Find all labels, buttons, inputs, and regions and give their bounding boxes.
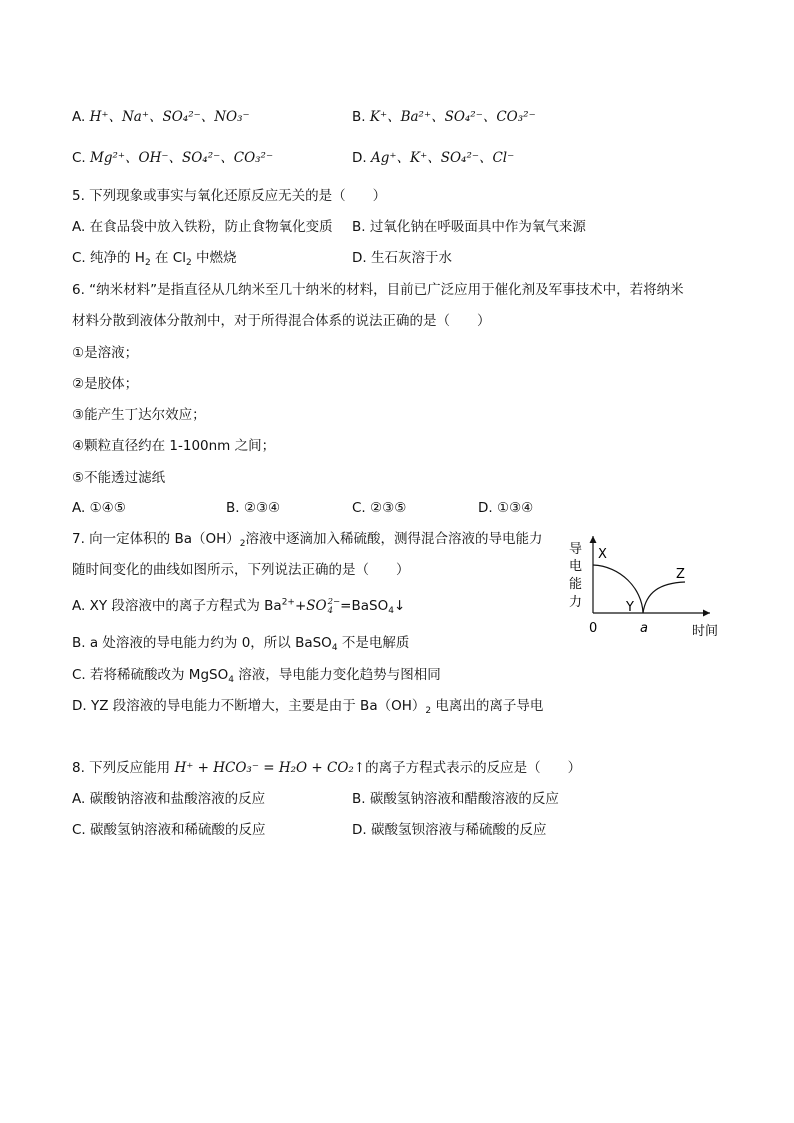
option-label: C.: [72, 150, 86, 166]
q7-option-b: [72, 634, 409, 654]
point-z-label: Z: [676, 567, 685, 582]
q7-option-b-pre: B. a 处溶液的导电能力约为 0，所以 BaSO: [72, 635, 332, 651]
option-label: B.: [352, 109, 366, 125]
conductivity-graph: [560, 528, 730, 643]
q4-option-a: [72, 108, 250, 126]
curve-yz: [643, 582, 685, 613]
q6-statement-2: ②是胶体；: [72, 376, 139, 392]
option-label: D.: [352, 150, 367, 166]
q4-option-d-ions: Ag⁺、K⁺、SO₄²⁻、Cl⁻: [370, 150, 515, 166]
ion-subscript: 4: [327, 605, 334, 616]
q6-stem-line1: 6. “纳米材料”是指直径从几纳米至几十纳米的材料，目前已广泛应用于催化剂及军事技术中，若将纳米: [72, 282, 684, 298]
q4-option-d: [352, 149, 514, 167]
q7-option-a-pre: A. XY 段溶液中的离子方程式为 Ba: [72, 598, 282, 614]
y-axis-label-1: 导: [569, 542, 583, 557]
q5-option-c-sub2: 2: [185, 258, 192, 268]
q6-stem-line2: 材料分散到液体分散剂中，对于所得混合体系的说法正确的是（ ）: [72, 313, 491, 329]
q7-option-d: [72, 697, 543, 717]
y-axis-label-3: 能: [569, 577, 583, 592]
q4-option-b: [352, 108, 536, 126]
q7-option-b-post: 不是电解质: [337, 635, 410, 651]
q8-stem-post: 的离子方程式表示的反应是（ ）: [365, 760, 582, 776]
q8-stem: [72, 759, 581, 777]
q7-stem-line2: 随时间变化的曲线如图所示，下列说法正确的是（ ）: [72, 562, 410, 578]
q7-stem-sub: 2: [239, 539, 246, 549]
y-axis-label-2: 电: [569, 559, 583, 574]
q5-option-a: A. 在食品袋中放入铁粉，防止食物氧化变质: [72, 219, 333, 235]
q4-option-c-ions: Mg²⁺、OH⁻、SO₄²⁻、CO₃²⁻: [90, 150, 274, 166]
q5-option-c-text-post: 中燃烧: [191, 250, 237, 266]
q7-option-a-arrow: ↓: [393, 598, 406, 614]
q5-option-b: B. 过氧化钠在呼吸面具中作为氧气来源: [352, 219, 586, 235]
q5-option-c-text-mid: 在 Cl: [150, 250, 186, 266]
q8-option-c: C. 碳酸氢钠溶液和稀硫酸的反应: [72, 822, 266, 838]
q5-option-c: [72, 249, 236, 269]
q7-option-a-sup: 2+: [281, 597, 295, 608]
tick-a-label: a: [640, 621, 648, 636]
point-y-label: Y: [626, 600, 634, 615]
q7-stem-line1: [72, 530, 543, 550]
q7-option-d-post: 电离出的离子导电: [431, 698, 544, 714]
q5-option-d: D. 生石灰溶于水: [352, 250, 452, 266]
q7-option-b-sub: 4: [331, 643, 338, 653]
option-label: A.: [72, 109, 86, 125]
q7-option-c-pre: C. 若将稀硫酸改为 MgSO: [72, 667, 229, 683]
q4-option-a-ions: H⁺、Na⁺、SO₄²⁻、NO₃⁻: [89, 109, 250, 125]
q7-option-a: [72, 597, 405, 617]
q6-statement-3: ③能产生丁达尔效应；: [72, 407, 206, 423]
origin-label: 0: [589, 621, 598, 636]
point-x-label: X: [598, 547, 607, 562]
q6-statement-4: ④颗粒直径约在 1-100nm 之间；: [72, 438, 276, 454]
q4-option-c: [72, 149, 273, 167]
q8-equation: H⁺ + HCO₃⁻ = H₂O + CO₂↑: [174, 760, 366, 776]
y-axis-label-4: 力: [569, 595, 583, 610]
q5-stem: 5. 下列现象或事实与氧化还原反应无关的是（ ）: [72, 188, 387, 204]
q8-option-b: B. 碳酸氢钠溶液和醋酸溶液的反应: [352, 791, 559, 807]
q7-option-a-plus: +: [294, 598, 307, 614]
ion-charge: 2−: [327, 596, 341, 607]
q7-stem-pre: 7. 向一定体积的 Ba（OH）: [72, 531, 240, 547]
q6-option-d: D. ①③④: [478, 500, 534, 516]
ion-base: SO: [306, 598, 327, 614]
ion-scripts: [328, 598, 341, 616]
q5-option-c-text-pre: C. 纯净的 H: [72, 250, 145, 266]
q7-option-c-sub: 4: [228, 675, 234, 685]
q8-option-a: A. 碳酸钠溶液和盐酸溶液的反应: [72, 791, 266, 807]
q6-option-b: B. ②③④: [226, 500, 281, 516]
q8-stem-pre: 8. 下列反应能用: [72, 760, 171, 776]
q7-option-d-pre: D. YZ 段溶液的导电能力不断增大，主要是由于 Ba（OH）: [72, 698, 426, 714]
q6-statement-5: ⑤不能透过滤纸: [72, 470, 166, 486]
q8-option-d: D. 碳酸氢钡溶液与稀硫酸的反应: [352, 822, 547, 838]
q7-option-a-post: =BaSO: [340, 598, 389, 614]
q6-option-a: A. ①④⑤: [72, 500, 126, 516]
q6-option-c: C. ②③⑤: [352, 500, 407, 516]
q7-option-a-ion: [306, 598, 340, 614]
x-axis-label: 时间: [692, 624, 719, 639]
q6-statement-1: ①是溶液；: [72, 345, 139, 361]
q7-option-a-sub: 4: [388, 606, 394, 616]
q5-option-c-sub1: 2: [144, 258, 151, 268]
q7-option-d-sub: 2: [425, 706, 432, 716]
q7-stem-post: 溶液中逐滴加入稀硫酸，测得混合溶液的导电能力: [245, 531, 543, 547]
q7-option-c-post: 溶液，导电能力变化趋势与图相同: [233, 667, 441, 683]
curve-xy: [593, 565, 643, 613]
q7-option-c: [72, 666, 441, 686]
q4-option-b-ions: K⁺、Ba²⁺、SO₄²⁻、CO₃²⁻: [369, 109, 536, 125]
